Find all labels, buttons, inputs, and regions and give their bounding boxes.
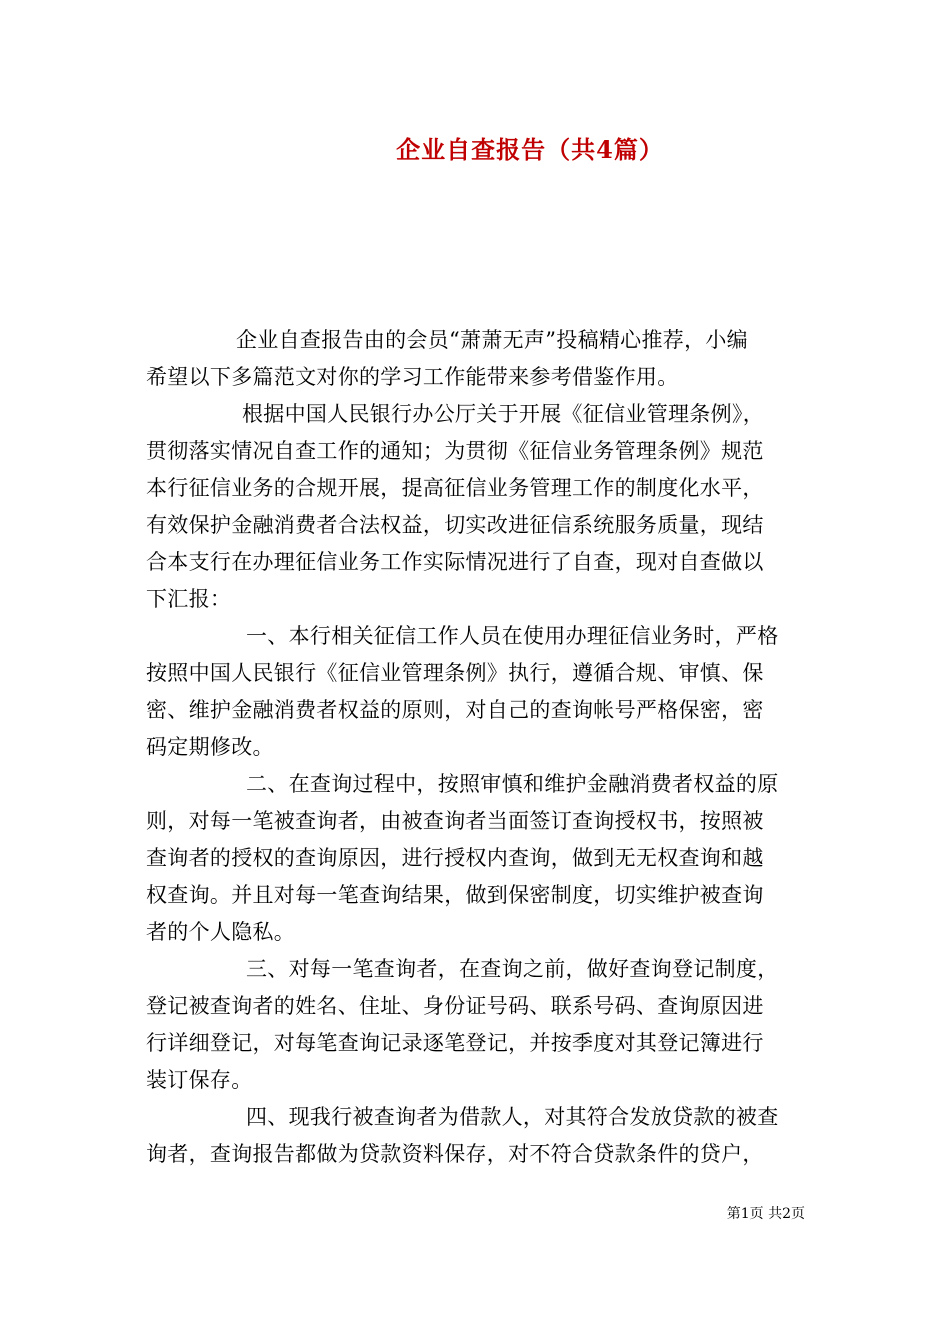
body-line: 有效保护金融消费者合法权益，切实改进征信系统服务质量，现结 xyxy=(146,513,764,537)
body-line: 按照中国人民银行《征信业管理条例》执行，遵循合规、审慎、保 xyxy=(146,661,764,685)
body-line: 本行征信业务的合规开展，提高征信业务管理工作的制度化水平， xyxy=(146,476,764,500)
body-line: 码定期修改。 xyxy=(146,735,274,759)
document-body xyxy=(146,322,806,1173)
document-title: 企业自查报告（共4篇） xyxy=(396,135,664,164)
body-line: 者的个人隐私。 xyxy=(146,920,296,944)
body-line: 下汇报： xyxy=(146,587,232,611)
body-line: 登记被查询者的姓名、住址、身份证号码、联系号码、查询原因进 xyxy=(146,994,764,1018)
body-line: 企业自查报告由的会员“萧萧无声”投稿精心推荐，小编 xyxy=(236,328,748,352)
body-line: 二、在查询过程中，按照审慎和维护金融消费者权益的原 xyxy=(246,772,779,796)
body-line: 四、现我行被查询者为借款人，对其符合发放贷款的被查 xyxy=(246,1105,779,1129)
body-line: 则，对每一笔被查询者，由被查询者当面签订查询授权书，按照被 xyxy=(146,809,764,833)
body-line: 密、维护金融消费者权益的原则，对自己的查询帐号严格保密，密 xyxy=(146,698,764,722)
body-line: 希望以下多篇范文对你的学习工作能带来参考借鉴作用。 xyxy=(146,365,679,389)
body-line: 根据中国人民银行办公厅关于开展《征信业管理条例》， xyxy=(242,402,764,426)
body-line: 行详细登记，对每笔查询记录逐笔登记，并按季度对其登记簿进行 xyxy=(146,1031,764,1055)
page-number-footer: 第1页 共2页 xyxy=(726,1206,805,1222)
body-line: 装订保存。 xyxy=(146,1068,253,1092)
body-line: 贯彻落实情况自查工作的通知；为贯彻《征信业务管理条例》规范 xyxy=(146,439,764,463)
body-line: 权查询。并且对每一笔查询结果，做到保密制度，切实维护被查询 xyxy=(146,883,764,907)
body-line: 三、对每一笔查询者，在查询之前，做好查询登记制度， xyxy=(246,957,779,981)
body-line: 询者，查询报告都做为贷款资料保存，对不符合贷款条件的贷户， xyxy=(146,1142,764,1166)
body-line: 一、本行相关征信工作人员在使用办理征信业务时，严格 xyxy=(246,624,779,648)
body-line: 查询者的授权的查询原因，进行授权内查询，做到无无权查询和越 xyxy=(146,846,764,870)
body-line: 合本支行在办理征信业务工作实际情况进行了自查，现对自查做以 xyxy=(146,550,764,574)
